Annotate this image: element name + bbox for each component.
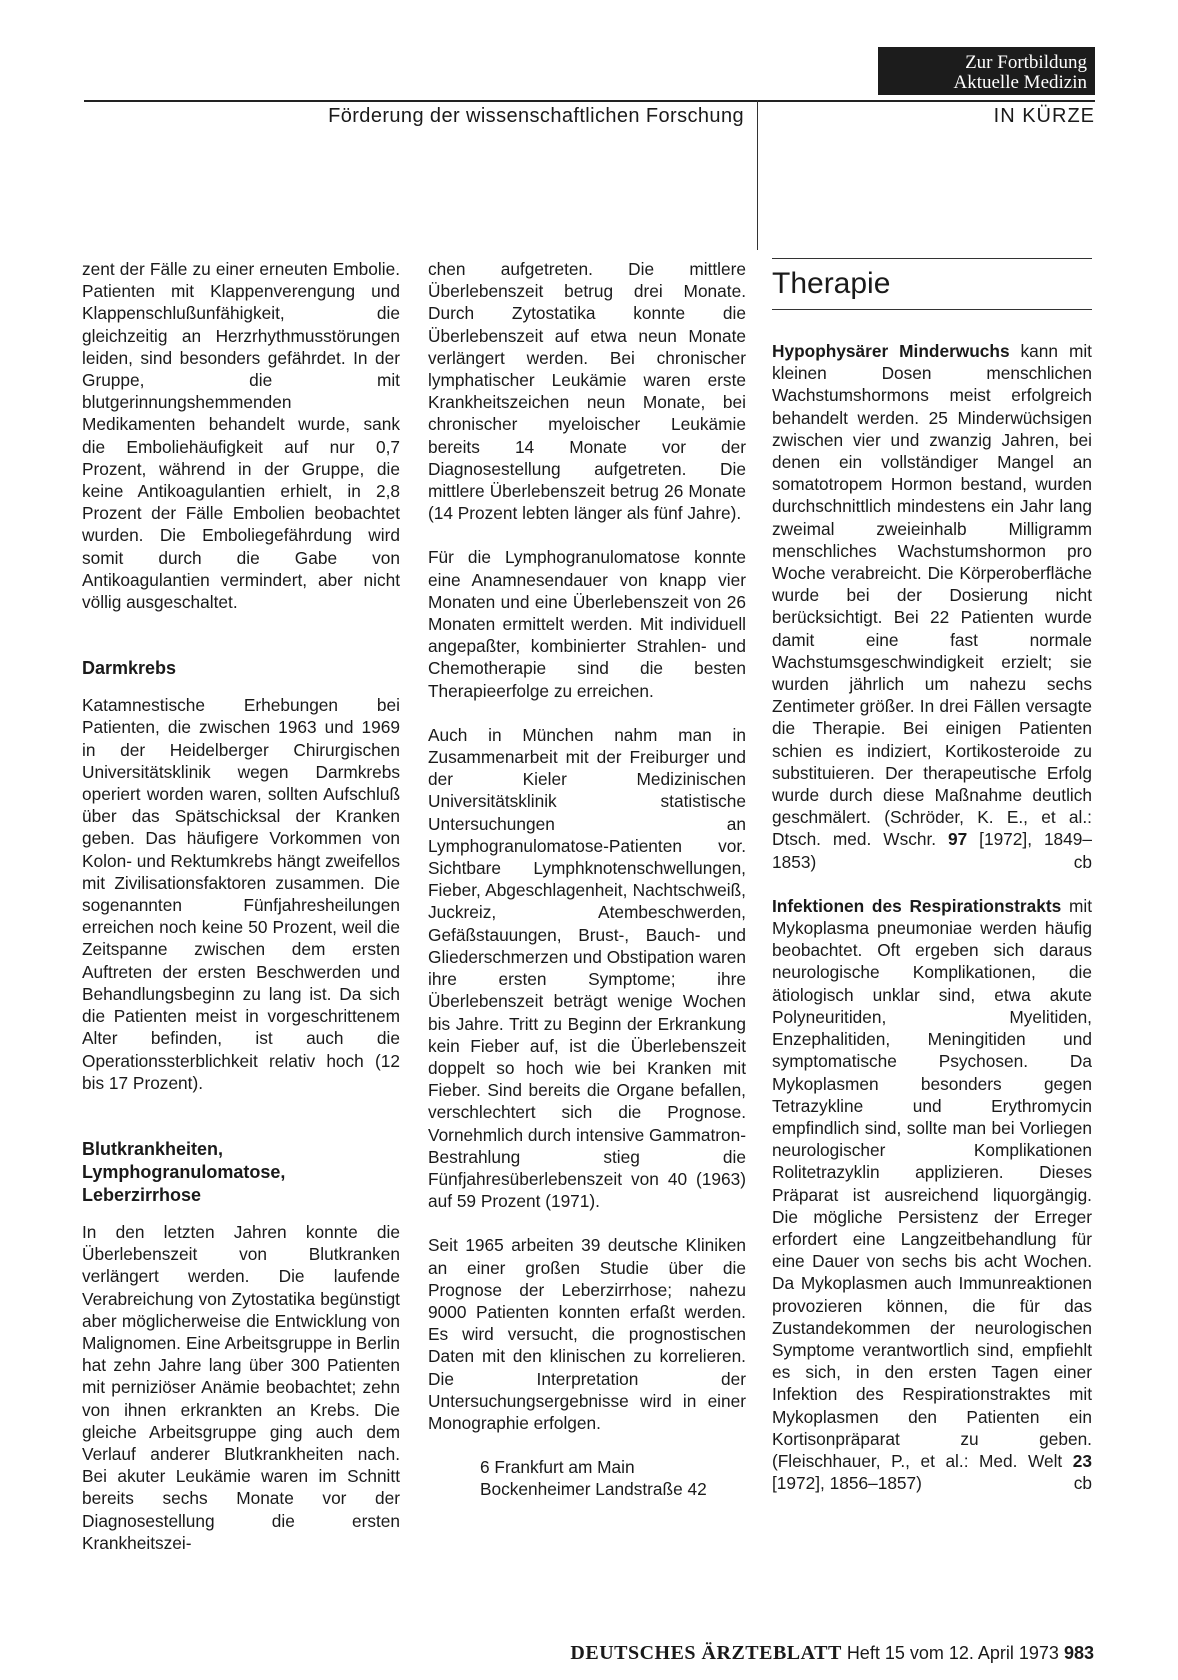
paragraph: zent der Fälle zu einer erneuten Embolie. Patienten mit Klappenverengung und Klappenschlußunfähigkeit, die gleichzeitig an Herzrhythmusstörungen leiden, sind besonders gefährdet. In der Gruppe, die mit blutgerinnungshemmenden Medikamenten behandelt wurde, sank die Emboliehäufigkeit auf nur 0,7 Prozent, während in der Gruppe, die keine Antikoagulantien erhielt, in 2,8 Prozent der Fälle Embolien beobachtet wurden. Die Emboliegefährdung wird somit durch die Gabe von Antikoagulantien vermindert, aber nicht völlig ausgeschaltet. xyxy=(82,259,400,613)
header-left-title: Förderung der wissenschaftlichen Forschung xyxy=(328,105,744,127)
paragraph: chen aufgetreten. Die mittlere Überlebenszeit betrug drei Monate. Durch Zytostatika konnte die Überlebenszeit auf etwa neun Monate verlängert werden. Bei chronischer lymphatischer Leukämie waren erste Krankheitszeichen neun Monate, bei chronischer myeloischer Leukämie bereits 14 Monate vor der Diagnosestellung aufgetreten. Die mittlere Überlebenszeit betrug 26 Monate (14 Prozent lebten länger als fünf Jahre). xyxy=(428,259,746,524)
run-in-heading: Infektionen des Respirationstrakts xyxy=(772,895,1062,916)
author-signature: cb xyxy=(1073,851,1092,872)
column-2 xyxy=(428,258,746,1501)
paragraph: Infektionen des Respirationstrakts mit Mykoplasma pneumoniae werden häufig beobachtet. Oft ergeben sich daraus neurologische Komplikationen, die ätiologisch unklar sind, etwa akute Polyneuritiden, Myelitiden, Enzephalitiden, Meningitiden und symptomatische Psychosen. Da Mykoplasmen besonders gegen Tetrazykline und Erythromycin empfindlich sind, sollte man bei Vorliegen neurologischer Komplikationen Rolitetrazyklin applizieren. Dieses Präparat ist ausreichend liquorgängig. Die mögliche Persistenz der Erreger erfordert eine Langzeitbehandlung für eine Dauer von sechs bis acht Wochen. Da Mykoplasmen auch Immunreaktionen provozieren können, die für das Zustandekommen der neurologischen Symptome verantwortlich sind, empfiehlt es sich, in den ersten Tagen einer Infektion des Respirationstraktes mit Mykoplasmen den Patienten ein Kortisonpräparat zu geben. (Fleischhauer, P., et al.: Med. Welt 23 [1972], 1856–1857) cb xyxy=(772,895,1092,1494)
run-in-heading: Hypophysärer Minderwuchs xyxy=(772,341,1010,361)
page-footer xyxy=(570,1642,1094,1665)
heading-darmkrebs: Darmkrebs xyxy=(82,658,177,679)
column-1 xyxy=(82,258,400,1554)
paragraph: Auch in München nahm man in Zusammenarbeit mit der Freiburger und der Kieler Medizinischen Universitätsklinik statistische Untersuchungen an Lymphogranulomatose-Patienten vor. Sichtbare Lymphknotenschwellungen, Fieber, Abgeschlagenheit, Nachtschweiß, Juckreiz, Atembeschwerden, Gefäßstauungen, Brust-, Bauch- und Gliederschmerzen und Obstipation waren ihre ersten Symptome; ihre Überlebenszeit beträgt wenige Wochen bis Jahre. Tritt zu Beginn der Erkrankung kein Fieber auf, ist die Überlebenszeit doppelt so hoch wie bei Kranken mit Fieber. Sind bereits die Organe befallen, verschlechtert sich die Prognose. Vornehmlich durch intensive Gammatron-Bestrahlung stieg die Fünfjahresüberlebenszeit von 40 (1963) auf 59 Prozent (1971). xyxy=(428,724,746,1212)
section-badge xyxy=(878,47,1095,95)
header-rule xyxy=(84,100,1095,102)
author-signature: cb xyxy=(1073,1473,1092,1494)
reference-volume: 97 xyxy=(948,829,968,850)
paragraph: Hypophysärer Minderwuchs kann mit kleinen Dosen menschlichen Wachstumshormons meist erfolgreich behandelt werden. 25 Minderwüchsigen zwischen vier und zwanzig Jahren, bei denen ein vollständiger Mangel an somatotropem Hormon bestand, wurden durchschnittlich mindestens ein Jahr lang zweimal zweieinhalb Milligramm menschliches Wachstumshormon pro Woche verabreicht. Die Körperoberfläche wurde bei der Dosierung nicht berücksichtigt. Bei 22 Patienten wurde damit eine fast normale Wachstumsgeschwindigkeit erzielt; sie wurden jährlich um nahezu sechs Zentimeter größer. In drei Fällen versagte die Therapie. Bei einigen Patienten schien es indiziert, Kortikosteroide zu substituieren. Der therapeutische Erfolg wurde durch diese Maßnahme deutlich geschmälert. (Schröder, K. E., et al.: Dtsch. med. Wschr. 97 [1972], 1849–1853) cb xyxy=(772,341,1092,872)
paragraph: Für die Lymphogranulomatose konnte eine Anamnesendauer von knapp vier Monaten und eine Überlebenszeit von 26 Monaten ermittelt werden. Mit individuell angepaßter, kombinierter Strahlen- und Chemotherapie sind die besten Therapieerfolge zu erreichen. xyxy=(428,547,746,701)
column-divider xyxy=(757,100,758,250)
header-right-title: IN KÜRZE xyxy=(993,105,1095,127)
page-number: 983 xyxy=(1063,1643,1094,1663)
heading-blutkrankheiten: Blutkrankheiten, Lymphogranulomatose, Leberzirrhose xyxy=(82,1138,286,1205)
address-line-1: 6 Frankfurt am Main xyxy=(480,1457,635,1478)
section-title: Therapie xyxy=(772,267,891,300)
section-rule-bottom xyxy=(772,309,1092,310)
paragraph: In den letzten Jahren konnte die Überlebenszeit von Blutkranken verlängert werden. Die laufende Verabreichung von Zytostatika begünstigt aber möglicherweise die Entwicklung von Malignomen. Eine Arbeitsgruppe in Berlin hat zehn Jahre lang über 300 Patienten mit perniziöser Anämie beobachtet; zehn von ihnen erkrankten an Krebs. Die gleiche Arbeitsgruppe ging auch dem Verlauf anderer Blutkrankheiten nach. Bei akuter Leukämie waren im Schnitt bereits sechs Monate vor der Diagnosestellung die ersten Krankheitszei- xyxy=(82,1221,400,1553)
issue-info: Heft 15 vom 12. April 1973 xyxy=(846,1643,1059,1663)
paragraph: Katamnestische Erhebungen bei Patienten, die zwischen 1963 und 1969 in der Heidelberger Chirurgischen Universitätsklinik wegen Darmkrebs operiert worden waren, sollten Aufschluß über das Spätschicksal der Kranken geben. Das häufigere Vorkommen von Kolon- und Rektumkrebs hängt zweifellos mit Zivilisationsfaktoren zusammen. Die sogenannten Fünfjahresheilungen erreichen noch keine 50 Prozent, weil die Zeitspanne zwischen dem ersten Auftreten der ersten Beschwerden und Behandlungsbeginn zu lang ist. Da sich die Patienten meist in vorgeschrittenem Alter befinden, ist auch die Operationssterblichkeit relativ hoch (12 bis 17 Prozent). xyxy=(82,695,400,1093)
column-3 xyxy=(772,258,1092,1494)
badge-line-2: Aktuelle Medizin xyxy=(953,72,1087,93)
badge-line-1: Zur Fortbildung xyxy=(965,52,1087,73)
journal-masthead: DEUTSCHES ÄRZTEBLATT xyxy=(570,1642,842,1664)
paragraph: Seit 1965 arbeiten 39 deutsche Kliniken an einer großen Studie über die Prognose der Leberzirrhose; nahezu 9000 Patienten konnten erfaßt werden. Es wird versucht, die prognostischen Daten mit den klinischen zu korrelieren. Die Interpretation der Untersuchungsergebnisse wird in einer Monographie erfolgen. xyxy=(428,1235,746,1433)
reference-volume: 23 xyxy=(1072,1450,1092,1471)
address-line-2: Bockenheimer Landstraße 42 xyxy=(480,1479,707,1500)
